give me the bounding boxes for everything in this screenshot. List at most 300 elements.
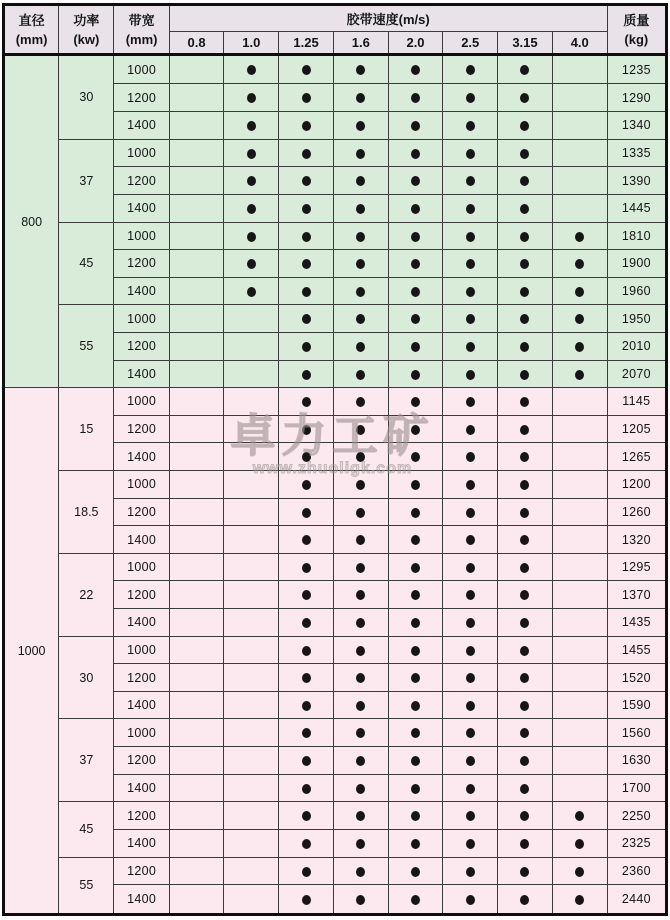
header-power (59, 5, 114, 55)
dot-marker (466, 121, 475, 131)
dot-marker (411, 314, 420, 324)
bandwidth-cell: 1000 (114, 553, 169, 581)
speed-dot-cell (552, 250, 607, 278)
speed-dot-cell (443, 415, 498, 443)
speed-dot-cell (443, 250, 498, 278)
dot-marker (411, 204, 420, 214)
speed-empty-cell (169, 112, 224, 140)
bandwidth-cell: 1400 (114, 885, 169, 915)
bandwidth-cell: 1000 (114, 719, 169, 747)
speed-empty-cell (224, 691, 279, 719)
speed-header-cell: 1.25 (279, 32, 334, 55)
speed-dot-cell (388, 332, 443, 360)
speed-empty-cell (552, 774, 607, 802)
speed-dot-cell (279, 609, 334, 637)
speed-empty-cell (224, 388, 279, 416)
speed-dot-cell (498, 636, 553, 664)
dot-marker (356, 673, 365, 683)
dot-marker (411, 287, 420, 297)
speed-dot-cell (388, 829, 443, 857)
speed-dot-cell (333, 526, 388, 554)
dot-marker (302, 287, 311, 297)
mass-cell: 1390 (607, 167, 666, 195)
dot-marker (356, 508, 365, 518)
speed-dot-cell (443, 609, 498, 637)
dot-marker (356, 65, 365, 75)
dot-marker (575, 287, 584, 297)
dot-marker (520, 121, 529, 131)
bandwidth-cell: 1400 (114, 526, 169, 554)
speed-empty-cell (169, 581, 224, 609)
dot-marker (466, 839, 475, 849)
speed-dot-cell (333, 443, 388, 471)
dot-marker (520, 646, 529, 656)
speed-dot-cell (498, 829, 553, 857)
speed-dot-cell (443, 636, 498, 664)
dot-marker (302, 314, 311, 324)
speed-empty-cell (224, 305, 279, 333)
speed-dot-cell (443, 581, 498, 609)
dot-marker (466, 811, 475, 821)
speed-empty-cell (224, 443, 279, 471)
mass-cell: 1295 (607, 553, 666, 581)
speed-empty-cell (169, 636, 224, 664)
speed-dot-cell (279, 747, 334, 775)
speed-dot-cell (388, 857, 443, 885)
speed-empty-cell (552, 388, 607, 416)
speed-empty-cell (169, 498, 224, 526)
speed-dot-cell (388, 443, 443, 471)
header-diameter-unit: (mm) (15, 32, 48, 48)
speed-empty-cell (169, 55, 224, 84)
speed-dot-cell (224, 277, 279, 305)
table-row (4, 55, 667, 84)
dot-marker (356, 839, 365, 849)
dot-marker (411, 370, 420, 380)
dot-marker (302, 618, 311, 628)
speed-dot-cell (552, 277, 607, 305)
speed-dot-cell (388, 415, 443, 443)
speed-dot-cell (443, 885, 498, 915)
bandwidth-cell: 1200 (114, 332, 169, 360)
speed-empty-cell (224, 332, 279, 360)
watermark-url: www.zhuoligk.com (252, 460, 413, 477)
mass-cell: 1560 (607, 719, 666, 747)
dot-marker (520, 618, 529, 628)
dot-marker (302, 232, 311, 242)
dot-marker (356, 204, 365, 214)
speed-empty-cell (552, 112, 607, 140)
dot-marker (466, 756, 475, 766)
dot-marker (466, 149, 475, 159)
dot-marker (411, 452, 420, 462)
dot-marker (356, 425, 365, 435)
table-row (4, 636, 667, 664)
speed-empty-cell (169, 553, 224, 581)
speed-empty-cell (169, 664, 224, 692)
dot-marker (302, 756, 311, 766)
speed-empty-cell (224, 802, 279, 830)
speed-empty-cell (224, 498, 279, 526)
speed-dot-cell (224, 194, 279, 222)
speed-empty-cell (224, 609, 279, 637)
dot-marker (302, 728, 311, 738)
dot-marker (411, 480, 420, 490)
header-power-unit: (kw) (73, 32, 100, 48)
spec-table-body (4, 55, 667, 915)
dot-marker (520, 342, 529, 352)
table-row (4, 139, 667, 167)
dot-marker (302, 535, 311, 545)
dot-marker (411, 895, 420, 905)
dot-marker (466, 590, 475, 600)
speed-empty-cell (169, 194, 224, 222)
speed-dot-cell (498, 747, 553, 775)
dot-marker (302, 867, 311, 877)
mass-cell: 1205 (607, 415, 666, 443)
table-row (4, 470, 667, 498)
speed-empty-cell (169, 415, 224, 443)
mass-cell: 1145 (607, 388, 666, 416)
speed-dot-cell (333, 747, 388, 775)
speed-empty-cell (224, 415, 279, 443)
speed-empty-cell (224, 719, 279, 747)
dot-marker (520, 176, 529, 186)
speed-dot-cell (443, 857, 498, 885)
power-cell: 18.5 (59, 470, 114, 553)
dot-marker (302, 784, 311, 794)
speed-empty-cell (169, 360, 224, 388)
speed-dot-cell (552, 829, 607, 857)
bandwidth-cell: 1400 (114, 774, 169, 802)
dot-marker (520, 480, 529, 490)
dot-marker (302, 701, 311, 711)
speed-dot-cell (388, 470, 443, 498)
bandwidth-cell: 1200 (114, 664, 169, 692)
dot-marker (466, 342, 475, 352)
speed-dot-cell (333, 305, 388, 333)
dot-marker (356, 756, 365, 766)
speed-dot-cell (224, 139, 279, 167)
header-diameter (4, 5, 59, 55)
dot-marker (302, 811, 311, 821)
dot-marker (466, 673, 475, 683)
dot-marker (466, 867, 475, 877)
speed-dot-cell (388, 277, 443, 305)
dot-marker (520, 508, 529, 518)
dot-marker (466, 397, 475, 407)
speed-empty-cell (552, 443, 607, 471)
speed-empty-cell (169, 388, 224, 416)
speed-dot-cell (333, 885, 388, 915)
mass-cell: 1260 (607, 498, 666, 526)
speed-dot-cell (333, 857, 388, 885)
speed-dot-cell (388, 388, 443, 416)
dot-marker (466, 646, 475, 656)
dot-marker (466, 563, 475, 573)
speed-dot-cell (279, 305, 334, 333)
speed-empty-cell (169, 802, 224, 830)
speed-dot-cell (388, 222, 443, 250)
bandwidth-cell: 1400 (114, 112, 169, 140)
speed-empty-cell (552, 581, 607, 609)
diameter-cell: 1000 (4, 388, 59, 915)
power-cell: 37 (59, 719, 114, 802)
mass-cell: 1900 (607, 250, 666, 278)
table-row (4, 305, 667, 333)
spec-table (2, 3, 668, 916)
speed-dot-cell (388, 305, 443, 333)
header-mass-label: 质量 (623, 13, 650, 29)
speed-dot-cell (388, 360, 443, 388)
dot-marker (466, 480, 475, 490)
dot-marker (466, 728, 475, 738)
dot-marker (411, 811, 420, 821)
speed-dot-cell (552, 305, 607, 333)
dot-marker (247, 287, 256, 297)
dot-marker (356, 895, 365, 905)
mass-cell: 1435 (607, 609, 666, 637)
speed-dot-cell (443, 802, 498, 830)
power-cell: 15 (59, 388, 114, 471)
dot-marker (302, 480, 311, 490)
speed-dot-cell (333, 829, 388, 857)
bandwidth-cell: 1200 (114, 802, 169, 830)
speed-dot-cell (279, 443, 334, 471)
dot-marker (356, 480, 365, 490)
power-cell: 30 (59, 636, 114, 719)
speed-dot-cell (443, 84, 498, 112)
dot-marker (247, 259, 256, 269)
speed-dot-cell (279, 360, 334, 388)
speed-dot-cell (279, 55, 334, 84)
dot-marker (575, 259, 584, 269)
speed-dot-cell (279, 277, 334, 305)
dot-marker (302, 93, 311, 103)
speed-empty-cell (552, 747, 607, 775)
speed-dot-cell (279, 415, 334, 443)
dot-marker (520, 452, 529, 462)
dot-marker (302, 839, 311, 849)
speed-dot-cell (279, 719, 334, 747)
speed-dot-cell (279, 802, 334, 830)
power-cell: 30 (59, 55, 114, 140)
speed-empty-cell (169, 747, 224, 775)
speed-empty-cell (552, 55, 607, 84)
speed-dot-cell (388, 139, 443, 167)
speed-empty-cell (169, 305, 224, 333)
dot-marker (356, 701, 365, 711)
speed-empty-cell (552, 84, 607, 112)
dot-marker (411, 93, 420, 103)
dot-marker (356, 452, 365, 462)
speed-dot-cell (443, 829, 498, 857)
speed-dot-cell (279, 139, 334, 167)
speed-dot-cell (443, 443, 498, 471)
speed-dot-cell (279, 664, 334, 692)
speed-dot-cell (443, 222, 498, 250)
speed-empty-cell (552, 498, 607, 526)
dot-marker (302, 204, 311, 214)
table-row (4, 857, 667, 885)
speed-dot-cell (388, 719, 443, 747)
speed-empty-cell (552, 664, 607, 692)
speed-empty-cell (552, 139, 607, 167)
dot-marker (466, 232, 475, 242)
speed-dot-cell (333, 470, 388, 498)
speed-dot-cell (388, 167, 443, 195)
dot-marker (302, 397, 311, 407)
speed-dot-cell (498, 885, 553, 915)
speed-empty-cell (224, 829, 279, 857)
dot-marker (356, 728, 365, 738)
speed-dot-cell (224, 84, 279, 112)
table-row (4, 802, 667, 830)
speed-empty-cell (224, 553, 279, 581)
speed-dot-cell (333, 664, 388, 692)
dot-marker (466, 314, 475, 324)
mass-cell: 1960 (607, 277, 666, 305)
dot-marker (575, 232, 584, 242)
dot-marker (575, 867, 584, 877)
speed-dot-cell (333, 388, 388, 416)
dot-marker (356, 259, 365, 269)
dot-marker (520, 756, 529, 766)
dot-marker (466, 287, 475, 297)
speed-dot-cell (333, 222, 388, 250)
speed-dot-cell (498, 388, 553, 416)
bandwidth-cell: 1200 (114, 857, 169, 885)
speed-dot-cell (333, 691, 388, 719)
speed-empty-cell (552, 553, 607, 581)
speed-header-cell: 2.5 (443, 32, 498, 55)
speed-dot-cell (279, 332, 334, 360)
speed-dot-cell (388, 112, 443, 140)
dot-marker (356, 563, 365, 573)
power-cell: 55 (59, 857, 114, 914)
speed-dot-cell (443, 167, 498, 195)
dot-marker (247, 204, 256, 214)
dot-marker (520, 425, 529, 435)
speed-dot-cell (279, 84, 334, 112)
mass-cell: 1235 (607, 55, 666, 84)
speed-dot-cell (279, 250, 334, 278)
speed-dot-cell (443, 112, 498, 140)
dot-marker (520, 397, 529, 407)
dot-marker (411, 535, 420, 545)
mass-cell: 1810 (607, 222, 666, 250)
dot-marker (302, 425, 311, 435)
power-cell: 55 (59, 305, 114, 388)
speed-dot-cell (498, 443, 553, 471)
speed-empty-cell (224, 526, 279, 554)
bandwidth-cell: 1200 (114, 250, 169, 278)
dot-marker (411, 232, 420, 242)
dot-marker (302, 673, 311, 683)
speed-dot-cell (443, 498, 498, 526)
speed-dot-cell (333, 553, 388, 581)
dot-marker (302, 259, 311, 269)
dot-marker (520, 728, 529, 738)
speed-empty-cell (169, 167, 224, 195)
speed-dot-cell (388, 609, 443, 637)
speed-dot-cell (279, 388, 334, 416)
dot-marker (520, 93, 529, 103)
speed-dot-cell (333, 167, 388, 195)
bandwidth-cell: 1400 (114, 609, 169, 637)
speed-header-cell: 4.0 (552, 32, 607, 55)
dot-marker (302, 563, 311, 573)
dot-marker (411, 756, 420, 766)
speed-dot-cell (498, 84, 553, 112)
dot-marker (520, 701, 529, 711)
dot-marker (466, 370, 475, 380)
speed-dot-cell (333, 332, 388, 360)
dot-marker (302, 176, 311, 186)
speed-dot-cell (552, 222, 607, 250)
dot-marker (356, 811, 365, 821)
dot-marker (302, 342, 311, 352)
bandwidth-cell: 1200 (114, 167, 169, 195)
dot-marker (411, 646, 420, 656)
speed-dot-cell (498, 802, 553, 830)
dot-marker (356, 646, 365, 656)
bandwidth-cell: 1000 (114, 470, 169, 498)
speed-empty-cell (552, 691, 607, 719)
dot-marker (356, 93, 365, 103)
mass-cell: 1340 (607, 112, 666, 140)
header-bandwidth-unit: (mm) (125, 32, 158, 48)
speed-dot-cell (498, 691, 553, 719)
speed-empty-cell (169, 332, 224, 360)
bandwidth-cell: 1200 (114, 747, 169, 775)
bandwidth-cell: 1000 (114, 222, 169, 250)
mass-cell: 2250 (607, 802, 666, 830)
speed-dot-cell (498, 250, 553, 278)
dot-marker (520, 867, 529, 877)
mass-cell: 1335 (607, 139, 666, 167)
bandwidth-cell: 1200 (114, 498, 169, 526)
mass-cell: 2010 (607, 332, 666, 360)
speed-dot-cell (388, 498, 443, 526)
speed-empty-cell (169, 470, 224, 498)
dot-marker (411, 839, 420, 849)
dot-marker (247, 121, 256, 131)
speed-dot-cell (333, 498, 388, 526)
speed-dot-cell (443, 747, 498, 775)
speed-dot-cell (388, 581, 443, 609)
speed-empty-cell (169, 609, 224, 637)
header-bandwidth (114, 5, 169, 55)
dot-marker (411, 121, 420, 131)
speed-dot-cell (388, 194, 443, 222)
dot-marker (356, 232, 365, 242)
dot-marker (411, 673, 420, 683)
speed-empty-cell (169, 443, 224, 471)
speed-empty-cell (224, 581, 279, 609)
dot-marker (356, 342, 365, 352)
dot-marker (575, 342, 584, 352)
speed-header-cell: 2.0 (388, 32, 443, 55)
mass-cell: 1445 (607, 194, 666, 222)
dot-marker (411, 259, 420, 269)
speed-dot-cell (388, 84, 443, 112)
header-bandwidth-label: 带宽 (128, 13, 155, 29)
speed-empty-cell (224, 664, 279, 692)
speed-dot-cell (552, 802, 607, 830)
dot-marker (466, 452, 475, 462)
speed-dot-cell (388, 553, 443, 581)
